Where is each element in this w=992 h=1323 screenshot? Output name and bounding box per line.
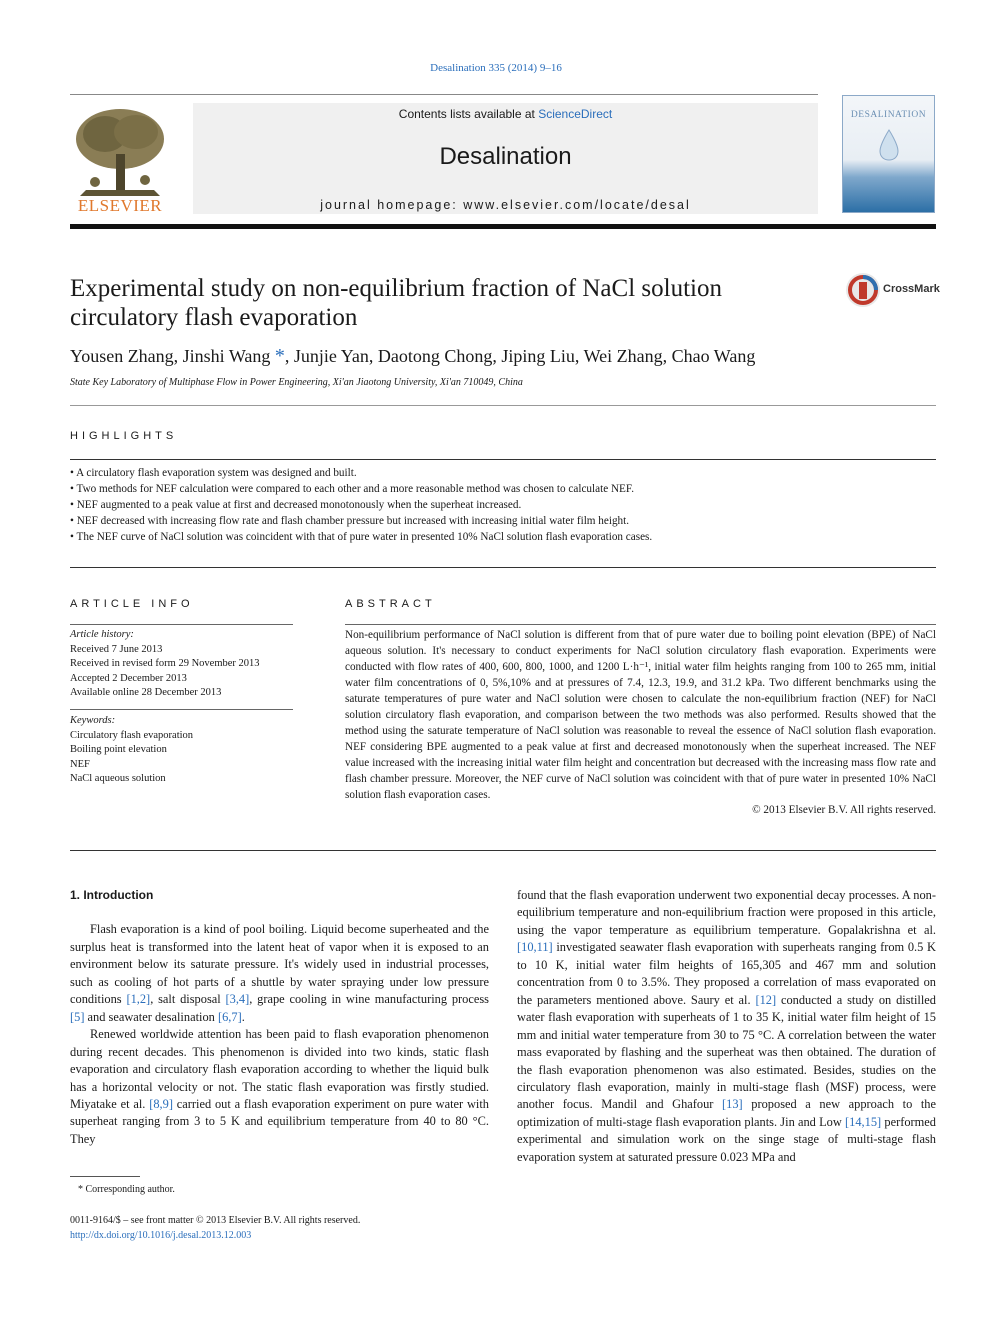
- header-thick-rule: [70, 224, 936, 229]
- body-column-left: [70, 887, 489, 1148]
- contents-line: [193, 107, 818, 121]
- keywords: [70, 714, 293, 787]
- abstract-copyright: © 2013 Elsevier B.V. All rights reserved.: [752, 804, 936, 817]
- journal-cover-image[interactable]: [842, 95, 935, 213]
- contents-prefix: Contents lists available at: [398, 107, 539, 121]
- sciencedirect-link[interactable]: ScienceDirect: [538, 107, 613, 121]
- keyword-item: Boiling point elevation: [70, 744, 167, 755]
- article-history: [70, 628, 293, 701]
- intro-paragraph-2-continued: [517, 887, 936, 1166]
- cover-title: DESALINATION: [850, 110, 927, 120]
- text-run: , salt disposal: [150, 992, 226, 1007]
- title-line-1: Experimental study on non-equilibrium fraction of NaCl solution: [70, 275, 722, 302]
- text-run: and seawater desalination: [84, 1009, 218, 1024]
- title-line-2: circulatory flash evaporation: [70, 304, 358, 331]
- citation-link[interactable]: [6,7]: [217, 1009, 242, 1024]
- history-item: Available online 28 December 2013: [70, 687, 222, 698]
- corresponding-author-marker[interactable]: *: [274, 345, 285, 367]
- authors-part-1: Yousen Zhang, Jinshi Wang: [70, 346, 275, 366]
- keyword-item: NaCl aqueous solution: [70, 773, 166, 784]
- history-item: Received 7 June 2013: [70, 643, 163, 655]
- highlights-list: [70, 465, 936, 545]
- text-run: conducted a study on distilled water flash evaporation with superheats of 1 to 35 K, initial water film height of 15 mm and initial water temperature from 30 to 75 °C. A correlation between the water mass evaporated by flashing and the superheat was then obtained. The duration of the flash evaporation phenomenon was also estimated. Besides, studies on the circulatory flash evaporation, mainly in multi-stage flash (MSF) process, were another focus. Mandil and Ghafour: [517, 992, 937, 1112]
- highlights-bottom-rule: [70, 567, 936, 568]
- intro-paragraph-1: [70, 921, 489, 1026]
- crossmark-label: CrossMark: [883, 283, 940, 295]
- front-matter-rule: [70, 850, 936, 851]
- abstract-body: [345, 628, 936, 819]
- body-column-right: [517, 887, 936, 1166]
- journal-reference[interactable]: Desalination 335 (2014) 9–16: [430, 62, 562, 74]
- highlights-top-rule: [70, 459, 936, 460]
- authors-part-2: , Junjie Yan, Daotong Chong, Jiping Liu, Wei Zhang, Chao Wang: [284, 346, 756, 366]
- text-run: investigated seawater flash evaporation with superheats ranging from 0.5 K to 10 K, initial water film heights of 165,305 and 467 mm and solution concentration from 0 to 3.5%. They proposed a correlation of mass evaporated on the parameters mentioned above. Saury et al.: [517, 940, 936, 1007]
- citation-link[interactable]: [5]: [70, 1009, 85, 1024]
- journal-name: Desalination: [439, 143, 572, 170]
- keyword-item: NEF: [70, 758, 90, 770]
- text-run: Flash evaporation is a kind of pool boiling. Liquid become superheated and the surplus heat is transformed into the latent heat of vapor when it is exposed to an environment below its saturate pressure. It's widely used in industrial processes, such as cooling of hot parts of a shuttle by water spraying under low pressure conditions: [70, 922, 489, 1007]
- crossmark-badge[interactable]: [845, 272, 945, 308]
- citation-link[interactable]: [10,11]: [517, 940, 553, 955]
- abstract-text: Non-equilibrium performance of NaCl solution is different from that of pure water due to boiling point elevation (BPE) of NaCl aqueous solution. It's necessary to conduct experiments for NaCl solution circulatory flash evaporation. Experiments were conducted with flow rates of 400, 600, 800, 1000, and 1200 L·h⁻¹, initial water film heights ranging from 100 to 265 mm, initial water film concentrations of 0, 5%,10% and at pressures of 7.4, 12.3, 19.9, and 31.2 kPa. Two different benchmarks using the saturate temperatures of pure water and NaCl solution were chosen to calculate the non-equilibrium fraction (NEF) for NaCl solution circulatory flash evaporation, and comparison between the two methods was also performed. Results showed that the method using the saturate temperature of NaCl solution was reasonable to reveal the essence of NaCl solution flash evaporation. NEF considering BPE augmented to a peak value at first and decreased monotonously when the superheat increased. The NEF value increased with the increasing initial water film height and concentration but decreased with the increasing mass flow rate and flash chamber pressure. Moreover, the NEF curve of NaCl solution was coincident with that of pure water in presented 10% NaCl solution flash evaporation cases.: [345, 629, 936, 801]
- text-run: proposed a new approach to the optimization of multi-stage flash evaporation plants. Jin and Low: [517, 1097, 936, 1129]
- citation-link[interactable]: [12]: [755, 992, 777, 1007]
- history-item: Received in revised form 29 November 2013: [70, 658, 260, 669]
- citation-link[interactable]: [14,15]: [845, 1114, 882, 1129]
- highlight-item: • NEF augmented to a peak value at first and decreased monotonously when the superheat increased.: [70, 499, 522, 511]
- article-info-heading: ARTICLE INFO: [70, 598, 194, 610]
- doi-link[interactable]: http://dx.doi.org/10.1016/j.desal.2013.12.003: [70, 1230, 252, 1241]
- article-info-rule: [70, 624, 293, 625]
- author-affiliation: State Key Laboratory of Multiphase Flow in Power Engineering, Xi'an Jiaotong University, Xi'an 710049, China: [70, 377, 523, 388]
- elsevier-wordmark: ELSEVIER: [77, 196, 163, 215]
- journal-homepage[interactable]: journal homepage: www.elsevier.com/locate/desal: [320, 198, 691, 212]
- abstract-rule: [345, 624, 936, 625]
- highlight-item: • Two methods for NEF calculation were compared to each other and a more reasonable method was chosen to calculate NEF.: [70, 483, 635, 495]
- highlight-item: • The NEF curve of NaCl solution was coincident with that of pure water in presented 10% NaCl solution flash evaporation cases.: [70, 531, 653, 543]
- highlight-item: • NEF decreased with increasing flow rate and flash chamber pressure but increased with increasing initial water film height.: [70, 515, 630, 527]
- article-title: [70, 274, 810, 332]
- highlights-heading: HIGHLIGHTS: [70, 430, 178, 442]
- keywords-label: Keywords:: [70, 715, 116, 726]
- text-run: , grape cooling in wine manufacturing process: [249, 992, 489, 1007]
- citation-link[interactable]: [1,2]: [126, 992, 151, 1007]
- highlight-item: • A circulatory flash evaporation system was designed and built.: [70, 467, 357, 479]
- footnote-rule: [70, 1176, 140, 1177]
- water-drop-icon: [877, 128, 901, 162]
- text-run: performed experimental and simulation work on the singe stage of multi-stage flash evaporation system at saturated pressure 0.023 MPa and: [517, 1114, 936, 1164]
- issn-line: 0011-9164/$ – see front matter © 2013 Elsevier B.V. All rights reserved.: [70, 1215, 361, 1226]
- history-item: Accepted 2 December 2013: [70, 672, 187, 684]
- intro-paragraph-2: [70, 1026, 489, 1148]
- citation-link[interactable]: [3,4]: [225, 992, 250, 1007]
- journal-header-box: [193, 103, 818, 214]
- keyword-item: Circulatory flash evaporation: [70, 729, 194, 741]
- citation-link[interactable]: [8,9]: [149, 1096, 173, 1111]
- elsevier-logo[interactable]: [70, 104, 170, 216]
- abstract-heading: ABSTRACT: [345, 598, 436, 610]
- crossmark-icon: [845, 272, 881, 308]
- text-run: Renewed worldwide attention has been paid to flash evaporation phenomenon during recent decades. This phenomenon is divided into two kinds, static flash evaporation and circulatory flash evaporation according to whether the liquid bulk has a horizontal velocity or not. The static flash evaporation was firstly studied. Miyatake et al.: [70, 1027, 489, 1111]
- author-list: [70, 345, 930, 368]
- text-run: carried out a flash evaporation experiment on pure water with superheat ranging from 3 to 5 K and equilibrium temperature from 40 to 80 °C. They: [70, 1096, 489, 1146]
- text-run: .: [241, 1009, 245, 1024]
- corresponding-author-note: * Corresponding author.: [78, 1184, 175, 1195]
- citation-link[interactable]: [13]: [722, 1097, 743, 1112]
- text-run: found that the flash evaporation underwent two exponential decay processes. A non-equilibrium temperature and non-equilibrium fraction were proposed in this article, using the vapor temperature as equilibrium temperature. Gopalakrishna et al.: [517, 888, 936, 937]
- header-top-rule: [70, 94, 818, 95]
- affiliation-rule: [70, 405, 936, 406]
- section-heading-introduction: 1. Introduction: [70, 888, 154, 902]
- article-history-label: Article history:: [70, 629, 134, 640]
- keywords-rule: [70, 709, 293, 710]
